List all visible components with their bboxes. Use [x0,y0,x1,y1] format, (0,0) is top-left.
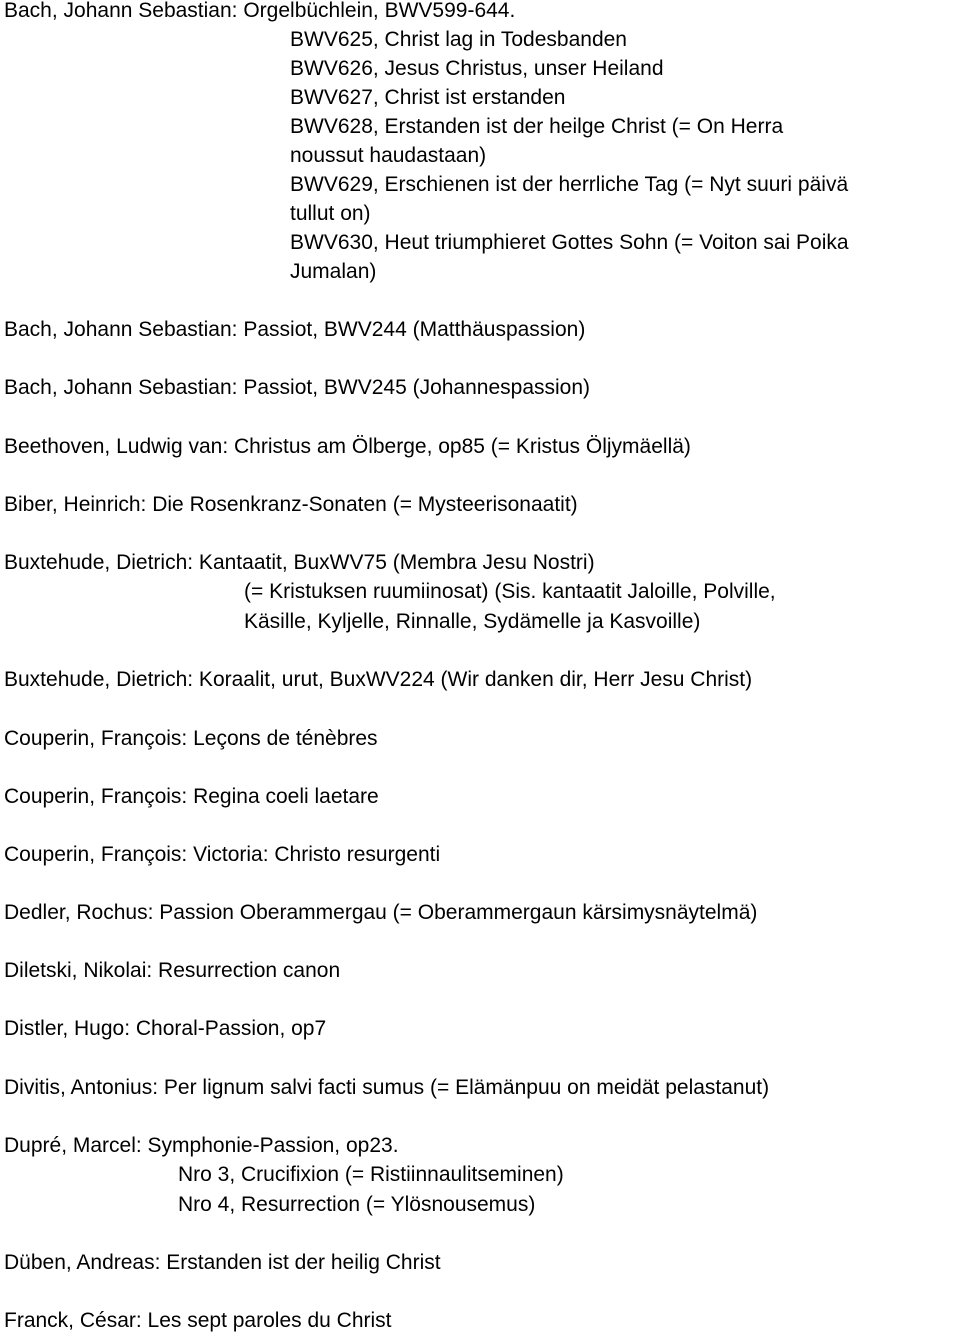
entry-franck: Franck, César: Les sept paroles du Christ [4,1309,392,1332]
entry-bach-matthauspassion: Bach, Johann Sebastian: Passiot, BWV244 (Matthäuspassion) [4,318,586,341]
entry-heading: Dupré, Marcel: Symphonie-Passion, op23. [4,1134,399,1157]
entry-subline: Nro 4, Resurrection (= Ylösnousemus) [178,1193,536,1216]
entry-subline: Käsille, Kyljelle, Rinnalle, Sydämelle ja Kasvoille) [244,610,701,633]
entry-subline: Nro 3, Crucifixion (= Ristiinnaulitseminen) [178,1163,564,1186]
entry-diletski: Diletski, Nikolai: Resurrection canon [4,959,341,982]
entry-subline: Jumalan) [290,260,377,283]
entry-subline: BWV630, Heut triumphieret Gottes Sohn (= Voiton sai Poika [290,231,849,254]
entry-distler: Distler, Hugo: Choral-Passion, op7 [4,1017,327,1040]
entry-divitis: Divitis, Antonius: Per lignum salvi facti sumus (= Elämänpuu on meidät pelastanut) [4,1076,770,1099]
entry-duben: Düben, Andreas: Erstanden ist der heilig Christ [4,1251,441,1274]
entry-subline: BWV626, Jesus Christus, unser Heiland [290,57,664,80]
entry-subline: (= Kristuksen ruumiinosat) (Sis. kantaatit Jaloille, Polville, [244,580,776,603]
entry-subline: noussut haudastaan) [290,144,487,167]
entry-buxtehude-koraalit: Buxtehude, Dietrich: Koraalit, urut, BuxWV224 (Wir danken dir, Herr Jesu Christ) [4,668,753,691]
entry-dedler: Dedler, Rochus: Passion Oberammergau (= Oberammergaun kärsimysnäytelmä) [4,901,758,924]
entry-subline: BWV629, Erschienen ist der herrliche Tag (= Nyt suuri päivä [290,173,849,196]
entry-subline: BWV627, Christ ist erstanden [290,86,566,109]
entry-bach-johannespassion: Bach, Johann Sebastian: Passiot, BWV245 (Johannespassion) [4,376,591,399]
entry-couperin-victoria: Couperin, François: Victoria: Christo resurgenti [4,843,441,866]
entry-couperin-lecons: Couperin, François: Leçons de ténèbres [4,727,378,750]
entry-subline: tullut on) [290,202,371,225]
entry-heading: Bach, Johann Sebastian: Orgelbüchlein, BWV599-644. [4,0,516,22]
entry-biber: Biber, Heinrich: Die Rosenkranz-Sonaten (= Mysteerisonaatit) [4,493,578,516]
entry-beethoven: Beethoven, Ludwig van: Christus am Ölberge, op85 (= Kristus Öljymäellä) [4,435,691,458]
entry-subline: BWV628, Erstanden ist der heilge Christ (= On Herra [290,115,784,138]
entry-couperin-regina: Couperin, François: Regina coeli laetare [4,785,379,808]
entry-heading: Buxtehude, Dietrich: Kantaatit, BuxWV75 (Membra Jesu Nostri) [4,551,595,574]
entry-subline: BWV625, Christ lag in Todesbanden [290,28,627,51]
